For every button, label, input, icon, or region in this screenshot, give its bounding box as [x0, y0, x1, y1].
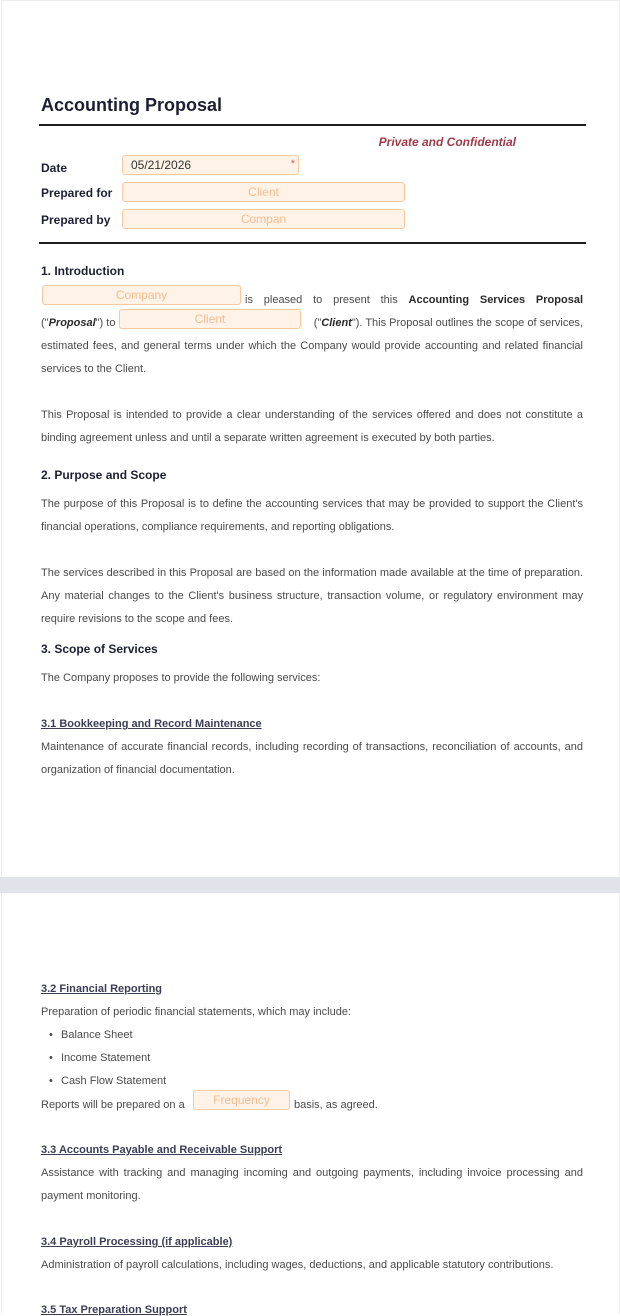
- document-page-1: [1, 0, 620, 878]
- company-field[interactable]: Company: [42, 285, 241, 305]
- intro-line-2a: ("Proposal") to: [41, 317, 116, 329]
- document-page-2: [1, 893, 620, 1314]
- section-3-1-title: 3.1 Bookkeeping and Record Maintenance: [41, 718, 262, 730]
- fields-divider: [39, 242, 586, 244]
- purpose-heading: 2. Purpose and Scope: [41, 468, 167, 482]
- section-3-1-text: Maintenance of accurate financial records, including recording of transactions, reconciliation of accounts, and organization of financial documentation.: [41, 741, 583, 776]
- date-value: 05/21/2026: [131, 158, 192, 172]
- section-3-2-title: 3.2 Financial Reporting: [41, 983, 163, 995]
- confidential-label: Private and Confidential: [378, 135, 516, 149]
- date-label: Date: [41, 161, 68, 175]
- basis-text-b: basis, as agreed.: [294, 1099, 378, 1111]
- section-3-4-title: 3.4 Payroll Processing (if applicable): [41, 1236, 233, 1248]
- client-field[interactable]: Client: [119, 309, 301, 329]
- section-3-3-title: 3.3 Accounts Payable and Receivable Support: [41, 1144, 283, 1156]
- purpose-paragraph-1: The purpose of this Proposal is to define the accounting services that may be provided to support the Client's financial operations, compliance requirements, and reporting obligations.: [41, 498, 583, 533]
- frequency-field[interactable]: Frequency: [193, 1090, 290, 1110]
- basis-text-a: Reports will be prepared on a: [41, 1099, 185, 1111]
- prepared-by-field[interactable]: Compan: [122, 209, 405, 229]
- list-item: • Balance Sheet: [61, 1029, 133, 1041]
- document-title: Accounting Proposal: [41, 95, 223, 115]
- prepared-by-label: Prepared by: [41, 213, 111, 227]
- section-3-3-text: Assistance with tracking and managing incoming and outgoing payments, including invoice processing and payment monitoring.: [41, 1167, 583, 1202]
- section-3-2-text: Preparation of periodic financial statements, which may include:: [41, 1006, 351, 1018]
- date-field[interactable]: [122, 155, 299, 175]
- page-separator: [0, 877, 620, 893]
- list-item: • Cash Flow Statement: [61, 1075, 166, 1087]
- section-3-5-title: 3.5 Tax Preparation Support: [41, 1304, 187, 1316]
- required-marker: *: [290, 158, 295, 170]
- prepared-for-field[interactable]: Client: [122, 182, 405, 202]
- list-item: • Income Statement: [61, 1052, 150, 1064]
- intro-line-1: is pleased to present this Accounting Services Proposal: [245, 294, 584, 306]
- section-3-4-text: Administration of payroll calculations, including wages, deductions, and applicable statutory contributions.: [41, 1259, 554, 1271]
- scope-intro: The Company proposes to provide the following services:: [41, 672, 321, 684]
- scope-heading: 3. Scope of Services: [41, 642, 158, 656]
- header-divider: [39, 124, 586, 126]
- purpose-paragraph-2: The services described in this Proposal are based on the information made available at the time of preparation. Any material changes to the Client's business structure, transaction volume, or regulatory environment may require revisions to the scope and fees.: [41, 567, 583, 625]
- prepared-for-label: Prepared for: [41, 186, 113, 200]
- intro-heading: 1. Introduction: [41, 264, 125, 278]
- intro-text: estimated fees, and general terms under which the Company would provide accounting and related financial services to the Client.: [41, 340, 583, 375]
- intro-line-2b: ("Client"). This Proposal outlines the scope of services,: [313, 317, 583, 329]
- intro-paragraph-2: This Proposal is intended to provide a clear understanding of the services offered and does not constitute a binding agreement unless and until a separate written agreement is executed by both parties.: [41, 409, 583, 444]
